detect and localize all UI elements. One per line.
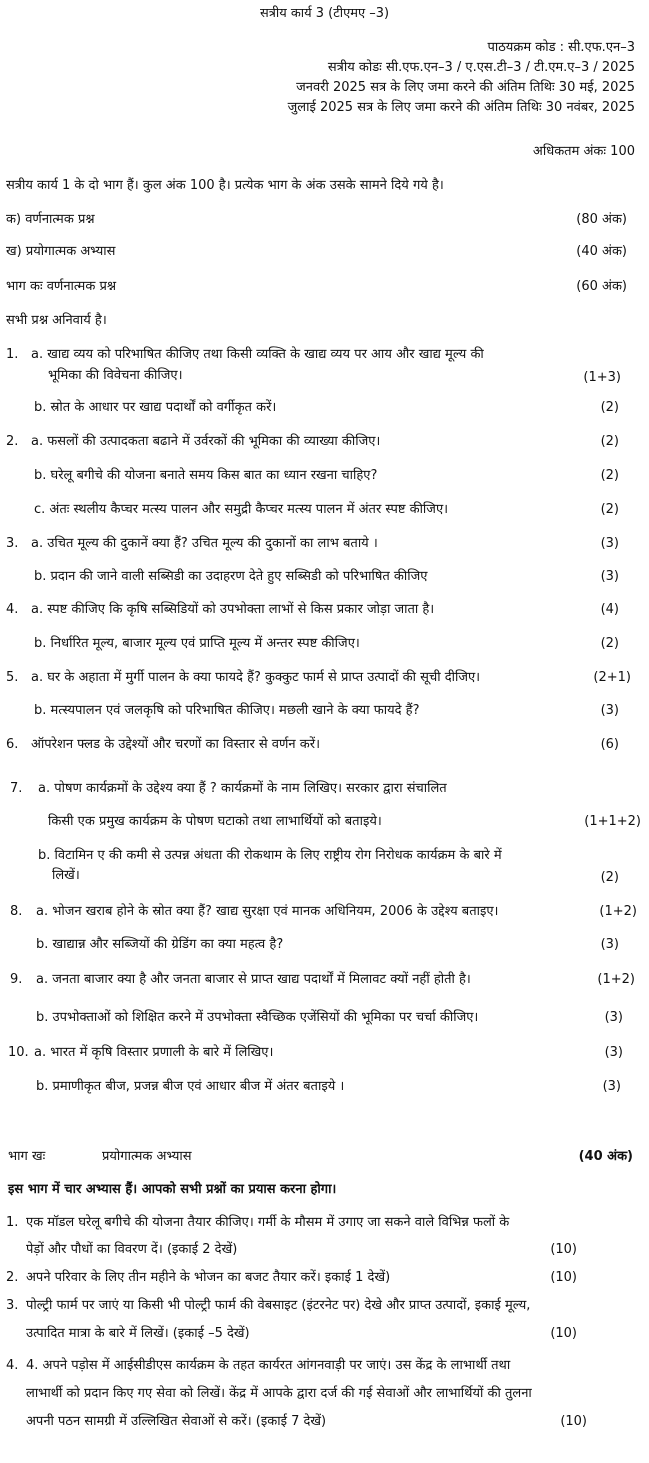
q10a-marks: (3) [604, 1045, 623, 1060]
q8-number: 8. [10, 904, 23, 919]
q2c-text: c. अंतः स्थलीय कैप्चर मत्स्य पालन और समुद्री कैप्चर मत्स्य पालन में अंतर स्पष्ट कीजिए। [34, 502, 449, 517]
practical-3-marks: (10) [550, 1326, 577, 1341]
q6-number: 6. [6, 737, 19, 752]
practical-3-line1: पोल्ट्री फार्म पर जाएं या किसी भी पोल्ट्री फार्म की वेबसाइट (इंटरनेट पर) देखे और प्राप्त उत्पादों, इकाई मूल्य, [26, 1298, 531, 1313]
q4a-text: a. स्पष्ट कीजिए कि कृषि सब्सिडियों को उपभोक्ता लाभों से किस प्रकार जोड़ा जाता है। [31, 602, 435, 617]
part-b-label: ख) प्रयोगात्मक अभ्यास [6, 244, 116, 259]
q5a-text: a. घर के अहाता में मुर्गी पालन के क्या फायदे हैं? कुक्कुट फार्म से प्राप्त उत्पादों की सूची दीजिए। [31, 670, 481, 685]
practical-2-line1: अपने परिवार के लिए तीन महीने के भोजन का बजट तैयार करें। इकाई 1 देखें) [26, 1270, 391, 1285]
q3a-text: a. उचित मूल्य की दुकानें क्या हैं? उचित मूल्य की दुकानों का लाभ बताये । [31, 536, 378, 551]
q10b-marks: (3) [602, 1079, 621, 1094]
compulsory-note: सभी प्रश्न अनिवार्य है। [6, 313, 107, 328]
q8b-text: b. खाद्यान्न और सब्जियों की ग्रेडिंग का क्या महत्व है? [36, 937, 284, 952]
q7a-text-line1: a. पोषण कार्यक्रमों के उद्देश्य क्या हैं ? कार्यक्रमों के नाम लिखिए। सरकार द्वारा संचालित [38, 781, 447, 796]
q4b-text: b. निर्धारित मूल्य, बाजार मूल्य एवं प्राप्ति मूल्य में अन्तर स्पष्ट कीजिए। [34, 636, 360, 651]
q1b-marks: (2) [600, 400, 619, 415]
part-a-label: क) वर्णनात्मक प्रश्न [6, 212, 95, 227]
practical-1-line2: पेड़ों और पौधों का विवरण दें। (इकाई 2 देखें) [26, 1242, 238, 1257]
q5-number: 5. [6, 670, 19, 685]
q1b-text: b. स्रोत के आधार पर खाद्य पदार्थों को वर्गीकृत करें। [34, 400, 277, 415]
assignment-title: सत्रीय कार्य 3 (टीएमए –3) [259, 6, 390, 21]
practical-2-number: 2. [6, 1270, 19, 1285]
q5b-text: b. मत्स्यपालन एवं जलकृषि को परिभाषित कीजिए। मछली खाने के क्या फायदे हैं? [34, 703, 420, 718]
q6-text: ऑपरेशन फ्लड के उद्देश्यों और चरणों का विस्तार से वर्णन करें। [31, 737, 321, 752]
q3-number: 3. [6, 536, 19, 551]
q3b-text: b. प्रदान की जाने वाली सब्सिडी का उदाहरण देते हुए सब्सिडी को परिभाषित कीजिए [34, 569, 428, 584]
q1a-text-line1: a. खाद्य व्यय को परिभाषित कीजिए तथा किसी व्यक्ति के खाद्य व्यय पर आय और खाद्य मूल्य की [31, 347, 484, 362]
q3b-marks: (3) [600, 569, 619, 584]
assignment-code: सत्रीय कोडः सी.एफ.एन–3 / ए.एस.टी–3 / टी.एम.ए–3 / 2025 [327, 60, 635, 75]
deadline-january: जनवरी 2025 सत्र के लिए जमा करने की अंतिम तिथिः 30 मई, 2025 [296, 80, 635, 95]
q6-marks: (6) [600, 737, 619, 752]
q4-number: 4. [6, 602, 19, 617]
q5a-marks: (2+1) [593, 670, 631, 685]
q1a-text-line2: भूमिका की विवेचना कीजिए। [48, 368, 183, 383]
q7a-marks: (1+1+2) [584, 814, 641, 829]
q2c-marks: (2) [600, 502, 619, 517]
part-b-marks: (40 अंक) [576, 244, 627, 259]
part-b-instruction: इस भाग में चार अभ्यास हैं। आपको सभी प्रश्नों का प्रयास करना होगा। [8, 1182, 337, 1197]
part-a-marks: (80 अंक) [576, 212, 627, 227]
q2a-marks: (2) [600, 434, 619, 449]
q8a-marks: (1+2) [599, 904, 637, 919]
q4b-marks: (2) [600, 636, 619, 651]
q8b-marks: (3) [600, 937, 619, 952]
q9b-marks: (3) [604, 1010, 623, 1025]
q10a-text: a. भारत में कृषि विस्तार प्रणाली के बारे में लिखिए। [34, 1045, 274, 1060]
section-a-marks: (60 अंक) [576, 279, 627, 294]
practical-1-number: 1. [6, 1215, 19, 1230]
q9a-marks: (1+2) [597, 972, 635, 987]
practical-4-number: 4. [6, 1358, 19, 1373]
q10b-text: b. प्रमाणीकृत बीज, प्रजन्न बीज एवं आधार बीज में अंतर बताइये । [36, 1079, 345, 1094]
practical-3-number: 3. [6, 1298, 19, 1313]
practical-1-marks: (10) [550, 1242, 577, 1257]
q5b-marks: (3) [600, 703, 619, 718]
q7-number: 7. [10, 781, 23, 796]
part-b-section-title: प्रयोगात्मक अभ्यास [102, 1149, 192, 1164]
q7a-text-line2: किसी एक प्रमुख कार्यक्रम के पोषण घटाको तथा लाभार्थियों को बताइये। [48, 814, 382, 829]
practical-4-line2: लाभार्थी को प्रदान किए गए सेवा को लिखें। केंद्र में आपके द्वारा दर्ज की गई सेवाओं और लाभार्थियों की तुलना [26, 1386, 532, 1401]
q10-number: 10. [8, 1045, 29, 1060]
practical-2-marks: (10) [550, 1270, 577, 1285]
part-b-section-label: भाग खः [8, 1149, 46, 1164]
q4a-marks: (4) [600, 602, 619, 617]
q2b-text: b. घरेलू बगीचे की योजना बनाते समय किस बात का ध्यान रखना चाहिए? [34, 468, 378, 483]
q1a-marks: (1+3) [583, 370, 621, 385]
intro-line: सत्रीय कार्य 1 के दो भाग हैं। कुल अंक 100 है। प्रत्येक भाग के अंक उसके सामने दिये गये है। [6, 178, 444, 193]
practical-4-marks: (10) [560, 1414, 587, 1429]
q1-number: 1. [6, 347, 19, 362]
q9b-text: b. उपभोक्ताओं को शिक्षित करने में उपभोक्ता स्वैच्छिक एजेंसियों की भूमिका पर चर्चा कीजिए। [36, 1010, 479, 1025]
deadline-july: जुलाई 2025 सत्र के लिए जमा करने की अंतिम तिथिः 30 नवंबर, 2025 [287, 100, 635, 115]
q7b-text-line2: लिखें। [52, 868, 80, 883]
practical-1-line1: एक मॉडल घरेलू बगीचे की योजना तैयार कीजिए। गर्मी के मौसम में उगाए जा सकने वाले विभिन्न फलों के [26, 1215, 510, 1230]
q7b-marks: (2) [600, 870, 619, 885]
section-a-label: भाग कः वर्णनात्मक प्रश्न [6, 279, 117, 294]
q2a-text: a. फसलों की उत्पादकता बढाने में उर्वरकों की भूमिका की व्याख्या कीजिए। [31, 434, 381, 449]
practical-4-line1: 4. अपने पड़ोस में आईसीडीएस कार्यक्रम के तहत कार्यरत आंगनवाड़ी पर जाएं। उस केंद्र के लाभार्थी तथा [26, 1358, 511, 1373]
practical-3-line2: उत्पादित मात्रा के बारे में लिखें। (इकाई –5 देखें) [26, 1326, 250, 1341]
q7b-text-line1: b. विटामिन ए की कमी से उत्पन्न अंधता की रोकथाम के लिए राष्ट्रीय रोग निरोधक कार्यक्रम के बारे में [38, 848, 502, 863]
q9-number: 9. [10, 972, 23, 987]
q3a-marks: (3) [600, 536, 619, 551]
q8a-text: a. भोजन खराब होने के स्रोत क्या हैं? खाद्य सुरक्षा एवं मानक अधिनियम, 2006 के उद्देश्य बताइए। [36, 904, 499, 919]
practical-4-line3: अपनी पठन सामग्री में उल्लिखित सेवाओं से करें। (इकाई 7 देखें) [26, 1414, 327, 1429]
q2-number: 2. [6, 434, 19, 449]
part-b-section-marks: (40 अंक) [578, 1149, 633, 1164]
q9a-text: a. जनता बाजार क्या है और जनता बाजार से प्राप्त खाद्य पदार्थों में मिलावट क्यों नहीं होती है। [36, 972, 471, 987]
max-marks: अधिकतम अंकः 100 [532, 144, 635, 159]
course-code: पाठयक्रम कोड : सी.एफ.एन–3 [487, 40, 635, 55]
q2b-marks: (2) [600, 468, 619, 483]
